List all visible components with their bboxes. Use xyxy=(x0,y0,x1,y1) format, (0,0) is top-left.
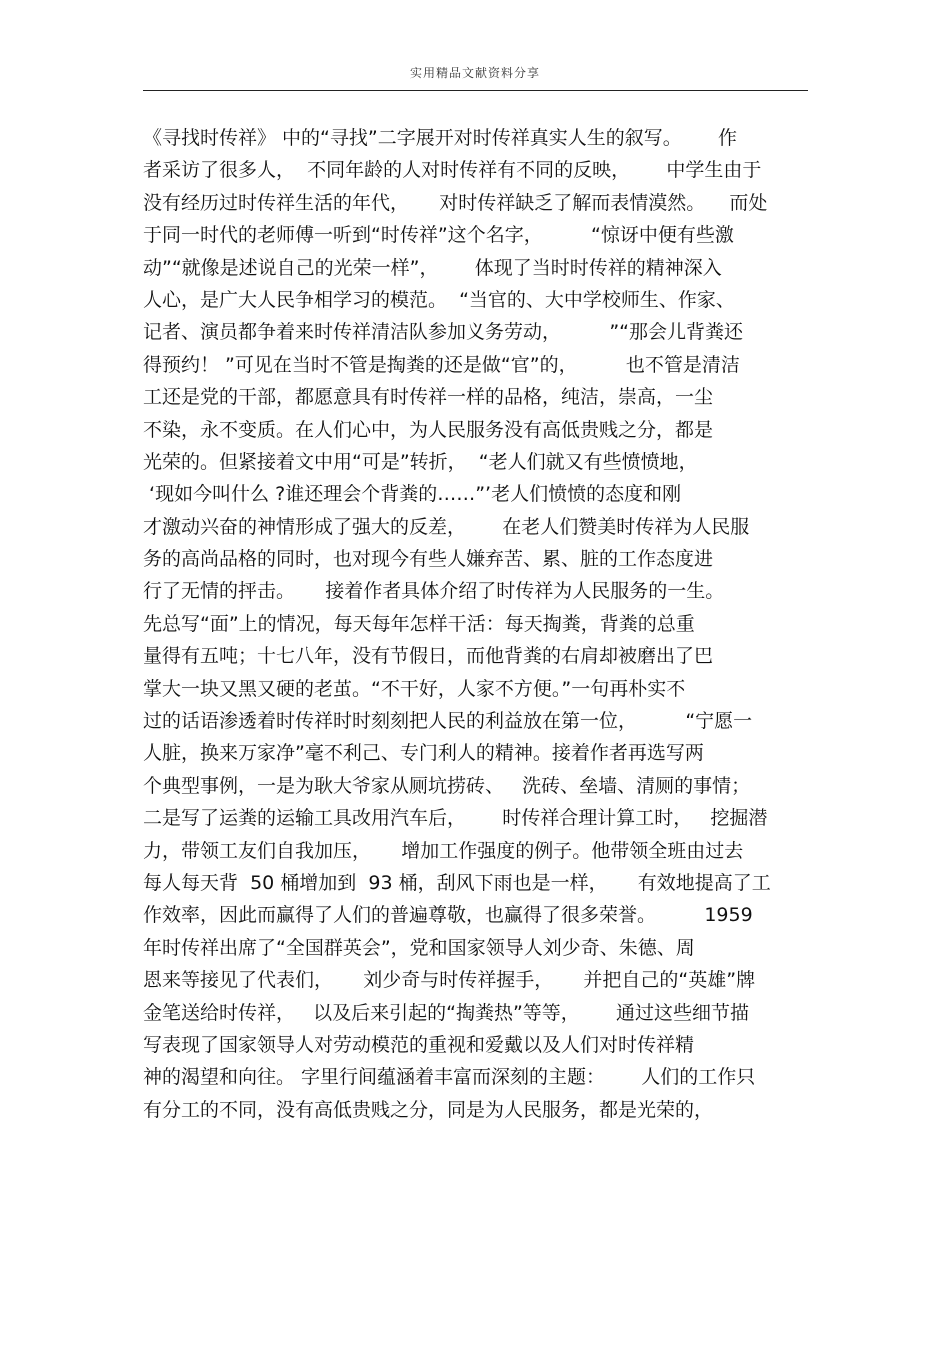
header-divider xyxy=(143,90,808,91)
text-line: 恩来等接见了代表们， 刘少奇与时传祥握手， 并把自己的“英雄”牌 xyxy=(143,969,756,992)
text-line: 没有经历过时传祥生活的年代， 对时传祥缺乏了解而表情漠然。 而处 xyxy=(143,191,768,214)
text-line: 工还是党的干部，都愿意具有时传祥一样的品格，纯洁，崇高，一尘 xyxy=(143,386,714,409)
text-line: 者采访了很多人， 不同年龄的人对时传祥有不同的反映， 中学生由于 xyxy=(143,159,762,182)
text-line: 才激动兴奋的神情形成了强大的反差， 在老人们赞美时传祥为人民服 xyxy=(143,515,750,538)
text-line: 先总写“面”上的情况，每天每年怎样干活：每天掏粪，背粪的总重 xyxy=(143,612,695,635)
text-line: 力，带领工友们自我加压， 增加工作强度的例子。他带领全班由过去 xyxy=(143,839,744,862)
text-line: 务的高尚品格的同时，也对现今有些人嫌弃苦、累、脏的工作态度进 xyxy=(143,548,714,571)
text-line: ‘现如今叫什么 ?谁还理会个背粪的……”’老人们愤愤的态度和刚 xyxy=(143,483,682,506)
text-line: 过的话语渗透着时传祥时时刻刻把人民的利益放在第一位， “宁愿一 xyxy=(143,710,753,733)
text-line: 不染，永不变质。在人们心中，为人民服务没有高低贵贱之分，都是 xyxy=(143,418,714,441)
text-line: 每人每天背 50 桶增加到 93 桶，刮风下雨也是一样， 有效地提高了工 xyxy=(143,871,771,894)
text-line: 人心，是广大人民争相学习的模范。 “当官的、大中学校师生、作家、 xyxy=(143,288,735,311)
text-line: 《寻找时传祥》 中的“寻找”二字展开对时传祥真实人生的叙写。 作 xyxy=(143,127,737,149)
text-line: 人脏，换来万家净”毫不利己、专门利人的精神。接着作者再选写两 xyxy=(143,742,704,765)
page-header-title: 实用精品文献资料分享 xyxy=(409,66,540,80)
text-line: 得预约！ ”可见在当时不管是掏粪的还是做“官”的， 也不管是清洁 xyxy=(143,353,740,376)
text-line: 量得有五吨；十七八年，没有节假日，而他背粪的右肩却被磨出了巴 xyxy=(143,645,714,668)
text-line: 神的渴望和向往。 字里行间蕴涵着丰富而深刻的主题： 人们的工作只 xyxy=(143,1066,756,1089)
text-line: 有分工的不同，没有高低贵贱之分，同是为人民服务，都是光荣的， xyxy=(143,1098,714,1121)
text-line: 年时传祥出席了“全国群英会”，党和国家领导人刘少奇、朱德、周 xyxy=(143,936,695,959)
text-line: 个典型事例，一是为耿大爷家从厕坑捞砖、 洗砖、垒墙、清厕的事情； xyxy=(143,774,751,797)
text-line: 行了无情的抨击。 接着作者具体介绍了时传祥为人民服务的一生。 xyxy=(143,580,725,603)
text-line: 于同一时代的老师傅一听到“时传祥”这个名字， “惊讶中便有些激 xyxy=(143,224,734,247)
text-line: 金笔送给时传祥， 以及后来引起的“掏粪热”等等， 通过这些细节描 xyxy=(143,1001,750,1024)
text-line: 光荣的。但紧接着文中用“可是”转折， “老人们就又有些愤愤地， xyxy=(143,450,698,473)
text-line: 写表现了国家领导人对劳动模范的重视和爱戴以及人们对时传祥精 xyxy=(143,1033,695,1056)
text-line: 动”“就像是述说自己的光荣一样”， 体现了当时时传祥的精神深入 xyxy=(143,256,722,279)
text-line: 二是写了运粪的运输工具改用汽车后， 时传祥合理计算工时， 挖掘潜 xyxy=(143,807,768,830)
document-body xyxy=(143,122,813,1126)
text-line: 掌大一块又黑又硬的老茧。“不干好，人家不方便。”一句再朴实不 xyxy=(143,677,686,700)
text-line: 作效率，因此而赢得了人们的普遍尊敬，也赢得了很多荣誉。 1959 xyxy=(143,904,753,927)
text-line: 记者、演员都争着来时传祥清洁队参加义务劳动， ”“那会儿背粪还 xyxy=(143,321,744,344)
